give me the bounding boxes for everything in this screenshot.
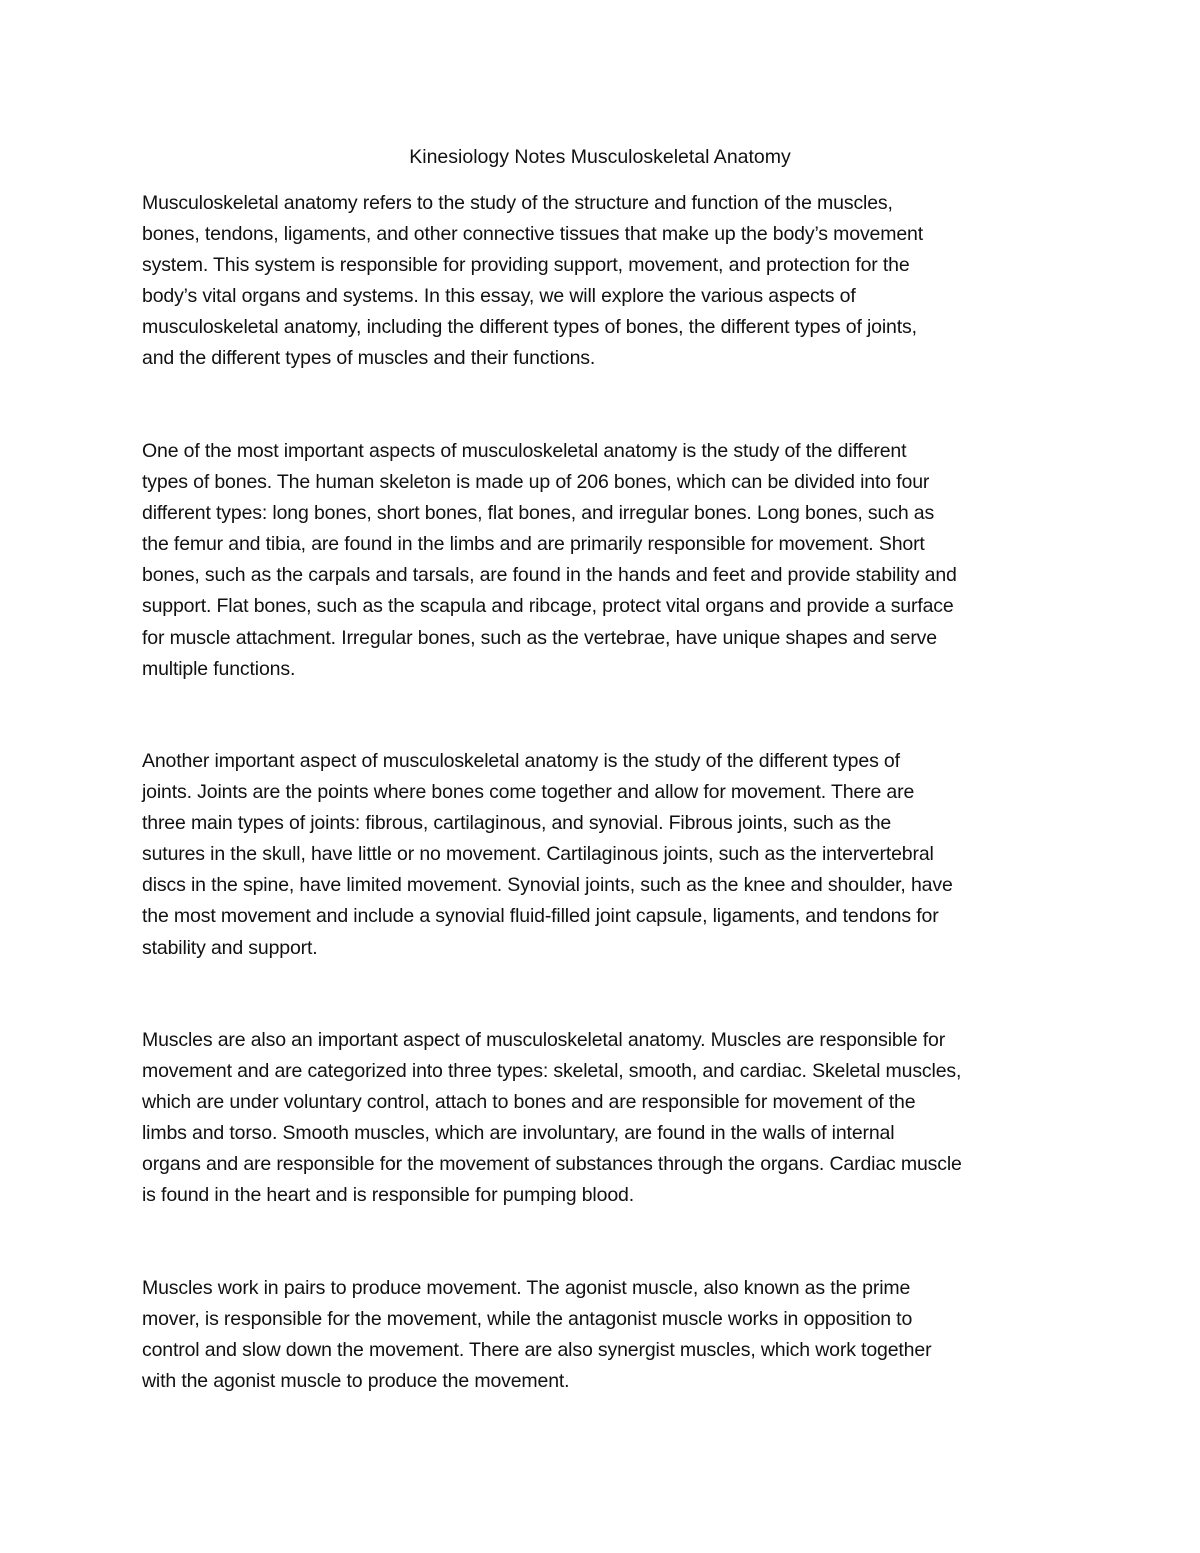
text-line: support. Flat bones, such as the scapula and ribcage, protect vital organs and provide a surface — [142, 595, 954, 618]
text-line: mover, is responsible for the movement, while the antagonist muscle works in opposition to — [142, 1308, 913, 1331]
text-line: limbs and torso. Smooth muscles, which are involuntary, are found in the walls of internal — [142, 1122, 895, 1145]
paragraph-intro — [142, 188, 1062, 375]
text-line: bones, such as the carpals and tarsals, are found in the hands and feet and provide stability and — [142, 564, 957, 587]
text-line: movement and are categorized into three types: skeletal, smooth, and cardiac. Skeletal muscles, — [142, 1060, 962, 1083]
text-line: Muscles work in pairs to produce movement. The agonist muscle, also known as the prime — [142, 1277, 911, 1299]
text-line: discs in the spine, have limited movement. Synovial joints, such as the knee and shoulder, have — [142, 874, 953, 897]
document-title: Kinesiology Notes Musculoskeletal Anatomy — [409, 146, 791, 168]
text-line: with the agonist muscle to produce the movement. — [142, 1370, 570, 1393]
text-line: Muscles are also an important aspect of musculoskeletal anatomy. Muscles are responsible for — [142, 1029, 946, 1051]
text-line: One of the most important aspects of musculoskeletal anatomy is the study of the different — [142, 440, 907, 462]
text-line: and the different types of muscles and their functions. — [142, 347, 596, 370]
paragraph-joints — [142, 746, 1062, 964]
paragraph-bones — [142, 436, 1062, 685]
text-line: body’s vital organs and systems. In this essay, we will explore the various aspects of — [142, 285, 856, 308]
paragraph-muscle-pairs — [142, 1273, 1062, 1397]
text-line: types of bones. The human skeleton is made up of 206 bones, which can be divided into four — [142, 471, 930, 494]
text-line: stability and support. — [142, 936, 318, 959]
text-line: different types: long bones, short bones, flat bones, and irregular bones. Long bones, such as — [142, 502, 935, 525]
text-line: bones, tendons, ligaments, and other connective tissues that make up the body’s movement — [142, 223, 923, 246]
paragraph-muscles — [142, 1025, 1062, 1212]
text-line: Musculoskeletal anatomy refers to the study of the structure and function of the muscles, — [142, 192, 893, 214]
text-line: Another important aspect of musculoskeletal anatomy is the study of the different types of — [142, 750, 900, 772]
text-line: for muscle attachment. Irregular bones, such as the vertebrae, have unique shapes and serve — [142, 626, 937, 649]
text-line: which are under voluntary control, attach to bones and are responsible for movement of the — [142, 1091, 916, 1114]
text-line: sutures in the skull, have little or no movement. Cartilaginous joints, such as the intervertebral — [142, 843, 934, 866]
text-line: the femur and tibia, are found in the limbs and are primarily responsible for movement. Short — [142, 533, 925, 556]
text-line: system. This system is responsible for providing support, movement, and protection for the — [142, 254, 910, 277]
text-line: three main types of joints: fibrous, cartilaginous, and synovial. Fibrous joints, such as the — [142, 812, 892, 835]
text-line: control and slow down the movement. There are also synergist muscles, which work together — [142, 1339, 932, 1362]
text-line: is found in the heart and is responsible for pumping blood. — [142, 1184, 634, 1207]
text-line: organs and are responsible for the movement of substances through the organs. Cardiac muscle — [142, 1153, 962, 1176]
text-line: joints. Joints are the points where bones come together and allow for movement. There are — [142, 781, 915, 804]
text-line: musculoskeletal anatomy, including the different types of bones, the different types of joints, — [142, 316, 917, 339]
text-line: multiple functions. — [142, 657, 296, 680]
text-line: the most movement and include a synovial fluid-filled joint capsule, ligaments, and tendons for — [142, 905, 939, 928]
